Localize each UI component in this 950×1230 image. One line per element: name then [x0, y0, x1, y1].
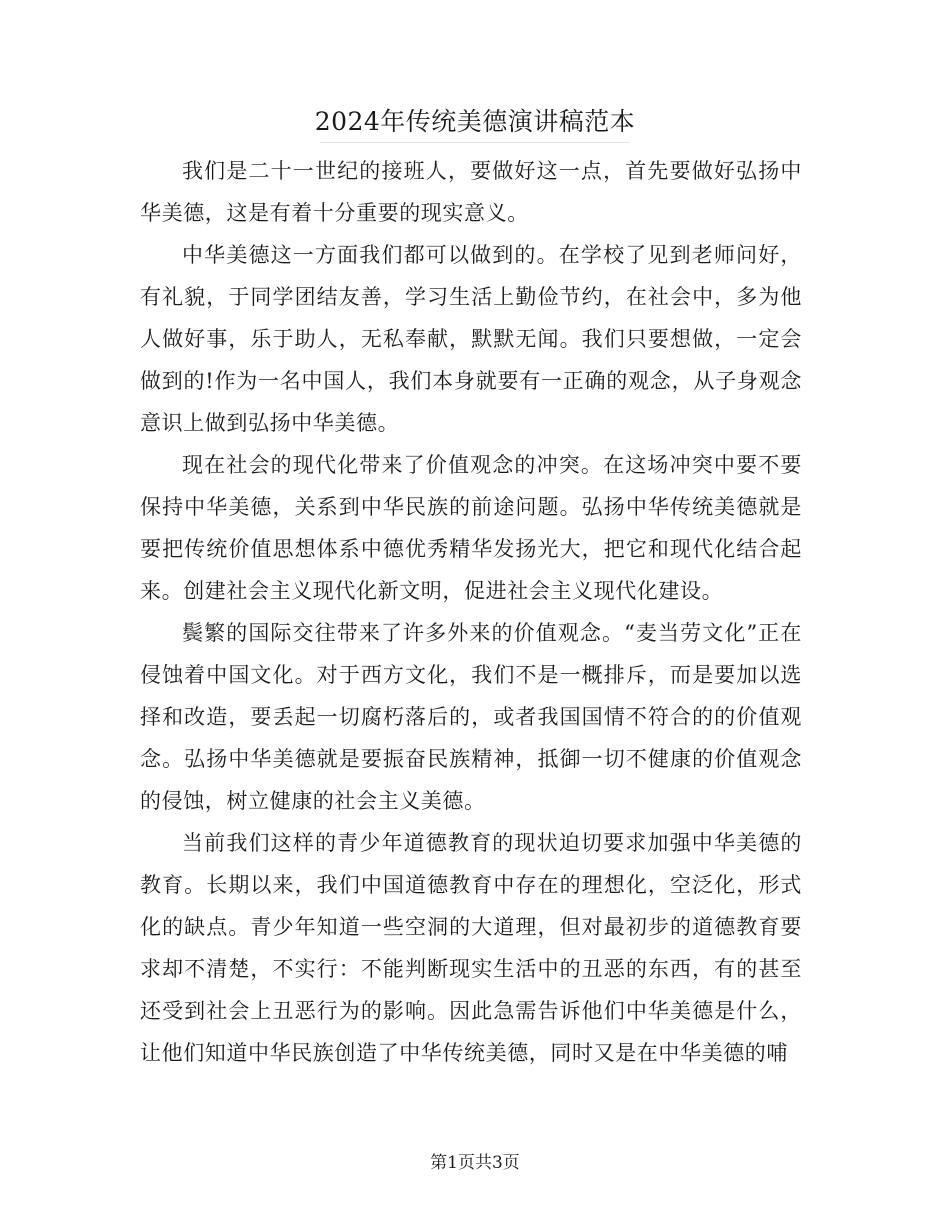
paragraph-2: 中华美德这一方面我们都可以做到的。在学校了见到老师问好，有礼貌，于同学团结友善，学习生活上勤俭节约，在社会中，多为他人做好事，乐于助人，无私奉献，默默无闻。我们只要想做，一定会做到的!作为一名中国人，我们本身就要有一正确的观念，从子身观念意识上做到弘扬中华美德。 [140, 243, 802, 435]
page-number-footer: 第1页共3页 [430, 1153, 520, 1173]
paragraph-5: 当前我们这样的青少年道德教育的现状迫切要求加强中华美德的教育。长期以来，我们中国道德教育中存在的理想化，空泛化，形式化的缺点。青少年知道一些空洞的大道理，但对最初步的道德教育要求却不清楚，不实行：不能判断现实生活中的丑恶的东西，有的甚至还受到社会上丑恶行为的影响。因此急需告诉他们中华美德是什么，让他们知道中华民族创造了中华传统美德，同时又是在中华美德的哺 [140, 831, 802, 1065]
paragraph-4: 鬓繁的国际交往带来了许多外来的价值观念。“麦当劳文化”正在侵蚀着中国文化。对于西方文化，我们不是一概排斥，而是要加以选择和改造，要丢起一切腐朽落后的，或者我国国情不符合的的价值观念。弘扬中华美德就是要振奋民族精神，抵御一切不健康的价值观念的侵蚀，树立健康的社会主义美德。 [140, 621, 802, 813]
document-title: 2024年传统美德演讲稿范本 [314, 107, 636, 136]
paragraph-3: 现在社会的现代化带来了价值观念的冲突。在这场冲突中要不要保持中华美德，关系到中华民族的前途问题。弘扬中华传统美德就是要把传统价值思想体系中德优秀精华发扬光大，把它和现代化结合起来。创建社会主义现代化新文明，促进社会主义现代化建设。 [140, 453, 802, 603]
paragraph-1: 我们是二十一世纪的接班人，要做好这一点，首先要做好弘扬中华美德，这是有着十分重要的现实意义。 [140, 159, 802, 225]
title-divider [320, 142, 630, 143]
document-body [140, 150, 802, 1074]
